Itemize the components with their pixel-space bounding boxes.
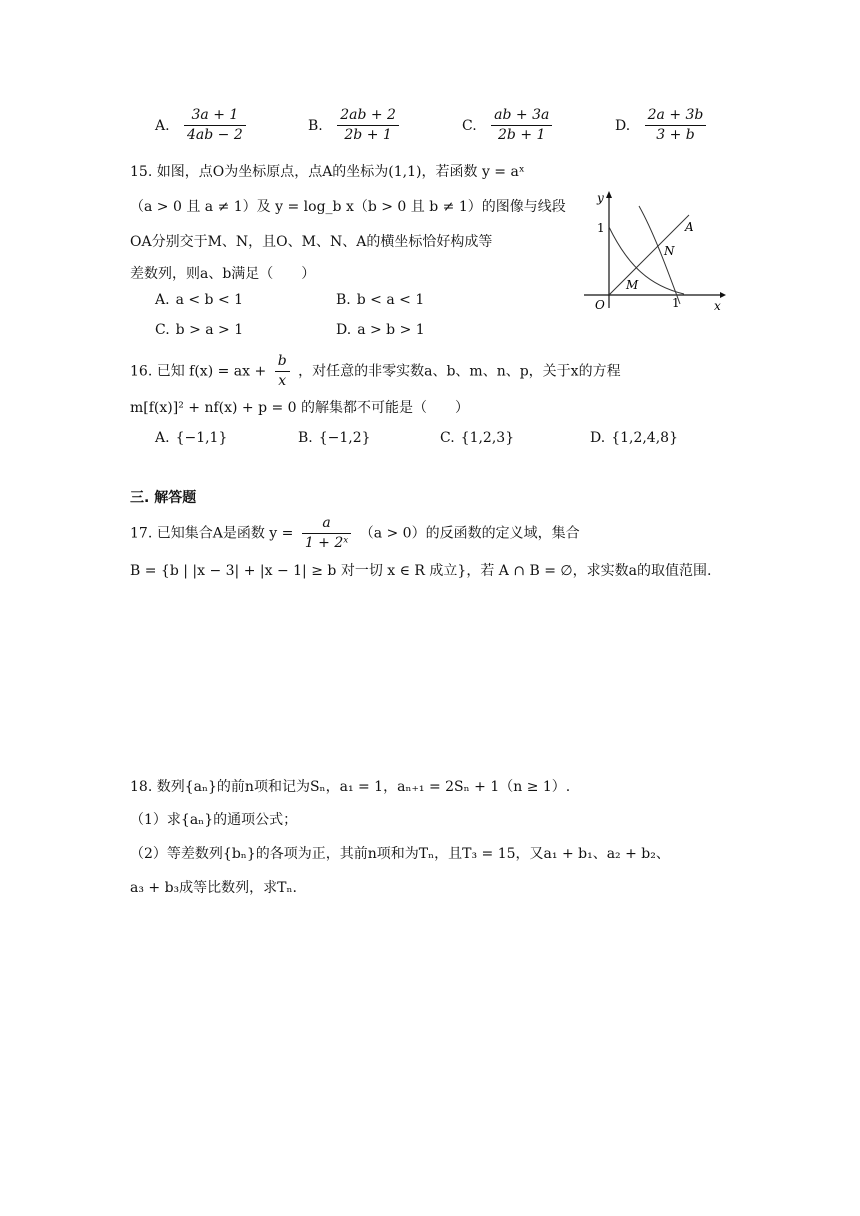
section-heading: 三. 解答题 [130, 490, 197, 506]
point-m-label: M [626, 278, 639, 292]
q16-option-d[interactable] [590, 430, 678, 446]
option-label: A. [155, 430, 170, 446]
point-n-label: N [664, 244, 675, 258]
fraction-denominator: 4ab − 2 [187, 127, 243, 143]
option-text: a < b < 1 [175, 292, 244, 308]
fraction-denominator: 2b + 1 [498, 127, 546, 143]
option-fraction [645, 106, 707, 145]
option-fraction [337, 106, 399, 145]
q16-option-b[interactable] [298, 430, 371, 446]
option-text: a > b > 1 [357, 322, 425, 338]
option-label: D. [615, 117, 631, 134]
q16-option-c[interactable] [440, 430, 514, 446]
point-a-label: A [685, 220, 694, 234]
q16-line-1 [130, 352, 621, 391]
y-axis-arrow [606, 191, 612, 198]
x-one-label: 1 [672, 296, 680, 310]
fraction-numerator: 2a + 3b [645, 106, 707, 126]
q18-line-2: （1）求{aₙ}的通项公式； [130, 812, 298, 828]
option-text: b > a > 1 [175, 322, 244, 338]
q15-line-1: 15. 如图，点O为坐标原点，点A的坐标为(1,1)，若函数 y = aˣ [130, 164, 525, 180]
q15-option-c[interactable] [155, 322, 243, 338]
q16-prefix: 16. 已知 f(x) = ax + [130, 363, 267, 380]
option-label: C. [462, 117, 477, 134]
option-label: A. [155, 117, 170, 134]
origin-label: O [595, 298, 605, 312]
option-fraction [491, 106, 552, 145]
q17-line-2: B = {b | |x − 3| + |x − 1| ≥ b 对一切 x ∈ R 成立}，若 A ∩ B = ∅，求实数a的取值范围. [130, 563, 712, 579]
q17-suffix: （a > 0）的反函数的定义域，集合 [359, 525, 580, 542]
fraction-numerator: 2ab + 2 [337, 106, 399, 126]
q14-option-a[interactable] [155, 106, 250, 145]
option-label: B. [308, 117, 323, 134]
q16-fraction [275, 352, 290, 391]
q18-line-1: 18. 数列{aₙ}的前n项和记为Sₙ，a₁ = 1，aₙ₊₁ = 2Sₙ + 1（n ≥ 1）. [130, 779, 571, 795]
q15-option-b[interactable] [336, 292, 424, 308]
q14-option-b[interactable] [308, 106, 403, 145]
q17-fraction [302, 514, 351, 553]
fraction-denominator: 3 + b [656, 127, 695, 143]
fraction-denominator: x [278, 373, 287, 389]
y-axis-label: y [597, 191, 604, 205]
y-one-label: 1 [597, 221, 605, 235]
q14-option-d[interactable] [615, 106, 710, 145]
option-text: {−1,1} [175, 430, 228, 446]
fraction-denominator: 1 + 2ˣ [304, 535, 349, 551]
option-label: D. [336, 322, 352, 338]
fraction-numerator: b [275, 352, 290, 372]
x-axis-label: x [714, 299, 721, 313]
option-fraction [184, 106, 246, 145]
q15-option-d[interactable] [336, 322, 425, 338]
q15-line-4: 差数列，则a、b满足（ ） [130, 266, 316, 282]
option-text: {−1,2} [318, 430, 371, 446]
option-label: C. [440, 430, 455, 446]
option-label: C. [155, 322, 170, 338]
q18-line-3: （2）等差数列{bₙ}的各项为正，其前n项和为Tₙ，且T₃ = 15，又a₁ + b₁、a₂ + b₂、 [130, 846, 670, 862]
q16-suffix: ，对任意的非零实数a、b、m、n、p，关于x的方程 [298, 363, 621, 380]
q14-option-c[interactable] [462, 106, 556, 145]
q17-prefix: 17. 已知集合A是函数 y = [130, 525, 294, 542]
q16-option-a[interactable] [155, 430, 227, 446]
q15-option-a[interactable] [155, 292, 243, 308]
fraction-numerator: 3a + 1 [184, 106, 246, 126]
q18-line-4: a₃ + b₃成等比数列，求Tₙ. [130, 880, 298, 896]
segment-oa [609, 215, 689, 295]
option-text: b < a < 1 [356, 292, 425, 308]
q15-line-2: （a > 0 且 a ≠ 1）及 y = log_b x（b > 0 且 b ≠ 1）的图像与线段 [130, 199, 566, 215]
fraction-numerator: a [302, 514, 351, 534]
option-text: {1,2,4,8} [611, 430, 678, 446]
q15-figure [578, 186, 728, 316]
option-label: B. [336, 292, 351, 308]
option-label: A. [155, 292, 170, 308]
q16-line-2: m[f(x)]² + nf(x) + p = 0 的解集都不可能是（ ） [130, 400, 470, 416]
q17-line-1 [130, 514, 580, 553]
q15-line-3: OA分别交于M、N，且O、M、N、A的横坐标恰好构成等 [130, 234, 493, 250]
option-label: B. [298, 430, 313, 446]
x-axis-arrow [720, 292, 726, 298]
option-text: {1,2,3} [460, 430, 515, 446]
fraction-numerator: ab + 3a [491, 106, 552, 126]
option-label: D. [590, 430, 606, 446]
fraction-denominator: 2b + 1 [344, 127, 392, 143]
